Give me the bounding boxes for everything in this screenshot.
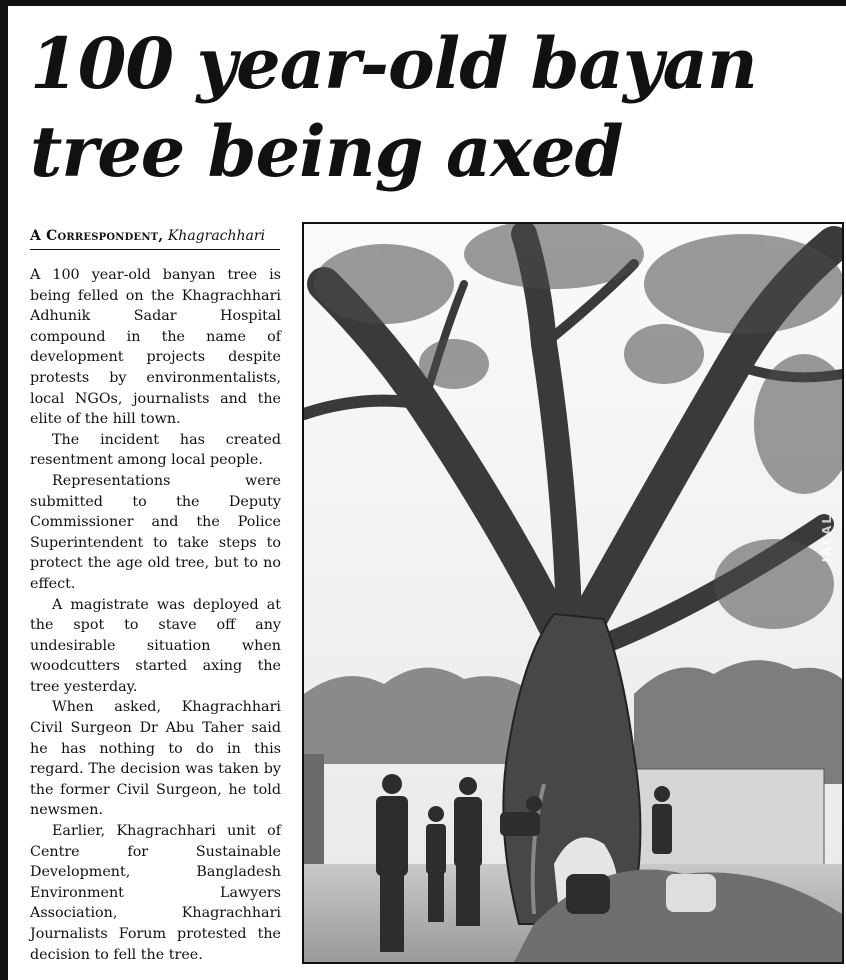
background-trees-right <box>634 660 842 784</box>
banyan-tree-photo <box>302 222 844 964</box>
byline <box>30 227 280 250</box>
headline <box>30 20 830 196</box>
tree-illustration <box>304 224 842 962</box>
paragraph-2: The incident has created resentment among local people. <box>30 431 281 469</box>
headline-line-1: 100 year-old bayan <box>30 22 757 105</box>
photo-watermark: JALAL <box>820 514 834 563</box>
headline-line-2: tree being axed <box>30 110 623 193</box>
background-trees-left <box>304 668 534 764</box>
paragraph-1: A 100 year-old banyan tree is being felled on the Khagrachhari Adhunik Sadar Hospital compound in the name of development projects despite protests by environmentalists, local NGOs, journalists and the elite of the hill town. <box>30 267 281 428</box>
page-left-rule <box>0 0 8 980</box>
paragraph-3: Representations were submitted to the Deputy Commissioner and the Police Superintendent to take steps to protect the age old tree, but to no effect. <box>30 472 281 592</box>
byline-location: Khagrachhari <box>167 228 266 244</box>
paragraph-5: When asked, Khagrachhari Civil Surgeon Dr Abu Taher said he has nothing to do in this regard. The decision was taken by the former Civil Surgeon, he told newsmen. <box>30 699 281 819</box>
paragraph-6: Earlier, Khagrachhari unit of Centre for Sustainable Development, Bangladesh Environment Lawyers Association, Khagrachhari Journalists Forum protested the decision to fell the tree. <box>30 823 281 963</box>
article-body <box>30 265 281 965</box>
byline-author: A Correspondent, <box>30 228 164 244</box>
left-structure <box>304 754 324 874</box>
paragraph-4: A magistrate was deployed at the spot to stave off any undesirable situation when woodcutters started axing the tree yesterday. <box>30 596 281 695</box>
page-top-rule <box>0 0 846 6</box>
